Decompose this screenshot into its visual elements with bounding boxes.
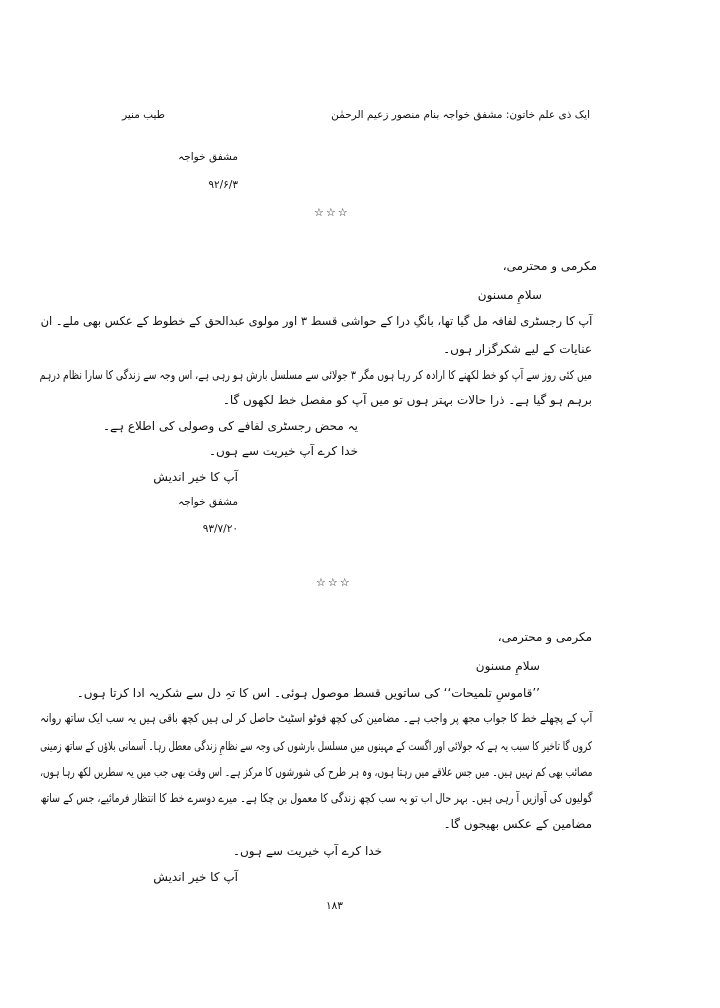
letter3-line: خدا کرے آپ خیریت سے ہوں۔ [232,844,382,858]
section-separator-2: ☆☆☆ [316,576,352,589]
letter3-closing: آپ کا خیر اندیش [153,870,238,884]
letter3-line: کروں گا تاخیر کا سبب یہ ہے کہ جولائی اور اگست کے مہینوں میں مسلسل بارشوں کی وجہ سے نظامِ زندگی معطل رہا۔ آسمانی بلاؤں کے ساتھ زمینی [40,739,592,753]
letter2-line: عنایات کے لیے شکرگزار ہوں۔ [443,342,592,356]
letter2-closing: آپ کا خیر اندیش [153,470,238,484]
letter2-line: آپ کا رجسٹری لفافہ مل گیا تھا، بانگِ درا کے حواشی قسط ۳ اور مولوی عبدالحق کے خطوط کے عکس بھی ملے۔ ان [40,314,592,328]
letter2-date: ۹۳/۷/۲۰ [202,523,238,535]
letter2-greeting: سلامِ مسنون [477,288,542,302]
running-header-author: طیب منیر [122,109,165,121]
section-separator-1: ☆☆☆ [314,206,350,219]
letter3-line: گولیوں کی آوازیں آ رہی ہیں۔ بہر حال اب تو یہ سب کچھ زندگی کا معمول بن چکا ہے۔ میرے دوسرے خط کا انتظار فرمائیے، جس کے ساتھ [40,791,592,805]
letter2-line: یہ محض رجسٹری لفافے کی وصولی کی اطلاع ہے۔ [102,419,358,433]
letter3-line: مضامین کے عکس بھیجوں گا۔ [443,817,592,831]
letter2-line: خدا کرے آپ خیریت سے ہوں۔ [208,444,358,458]
letter2-line: میں کئی روز سے آپ کو خط لکھنے کا ارادہ کر رہا ہوں مگر ۳ جولائی سے مسلسل بارش ہو رہی ہے، اس وجہ سے زندگی کا سارا نظام درہم [39,368,592,382]
letter2-salutation: مکرمی و محترمی، [502,259,597,273]
page-number: ۱۸۳ [326,900,343,912]
running-header-title: ایک ذی علم خاتون: مشفق خواجہ بنام منصور زعیم الرحمٰن [331,109,590,121]
letter3-greeting: سلامِ مسنون [475,659,540,673]
letter2-signature-name: مشفق خواجہ [178,496,238,508]
letter3-line: آپ کے پچھلے خط کا جواب مجھ پر واجب ہے۔ مضامین کی کچھ فوٹو اسٹیٹ حاصل کر لی ہیں کچھ باقی ہیں یہ سب ایک ساتھ روانہ [39,711,592,725]
letter3-line: مصائب بھی کم نہیں ہیں۔ میں جس علاقے میں رہتا ہوں، وہ ہر طرح کی شورشوں کا مرکز ہے۔ اس وقت بھی جب میں یہ سطریں لکھ رہا ہوں، [39,765,592,779]
letter2-line: برہم ہو گیا ہے۔ ذرا حالات بہتر ہوں تو میں آپ کو مفصل خط لکھوں گا۔ [222,393,592,407]
letter1-signature-name: مشفق خواجہ [178,151,238,163]
letter3-salutation: مکرمی و محترمی، [497,630,592,644]
letter1-date: ۹۲/۶/۳ [208,179,238,191]
letter3-line: ’’قاموسِ تلمیحات‘‘ کی ساتویں قسط موصول ہوئی۔ اس کا تہِ دل سے شکریہ ادا کرتا ہوں۔ [76,686,540,700]
